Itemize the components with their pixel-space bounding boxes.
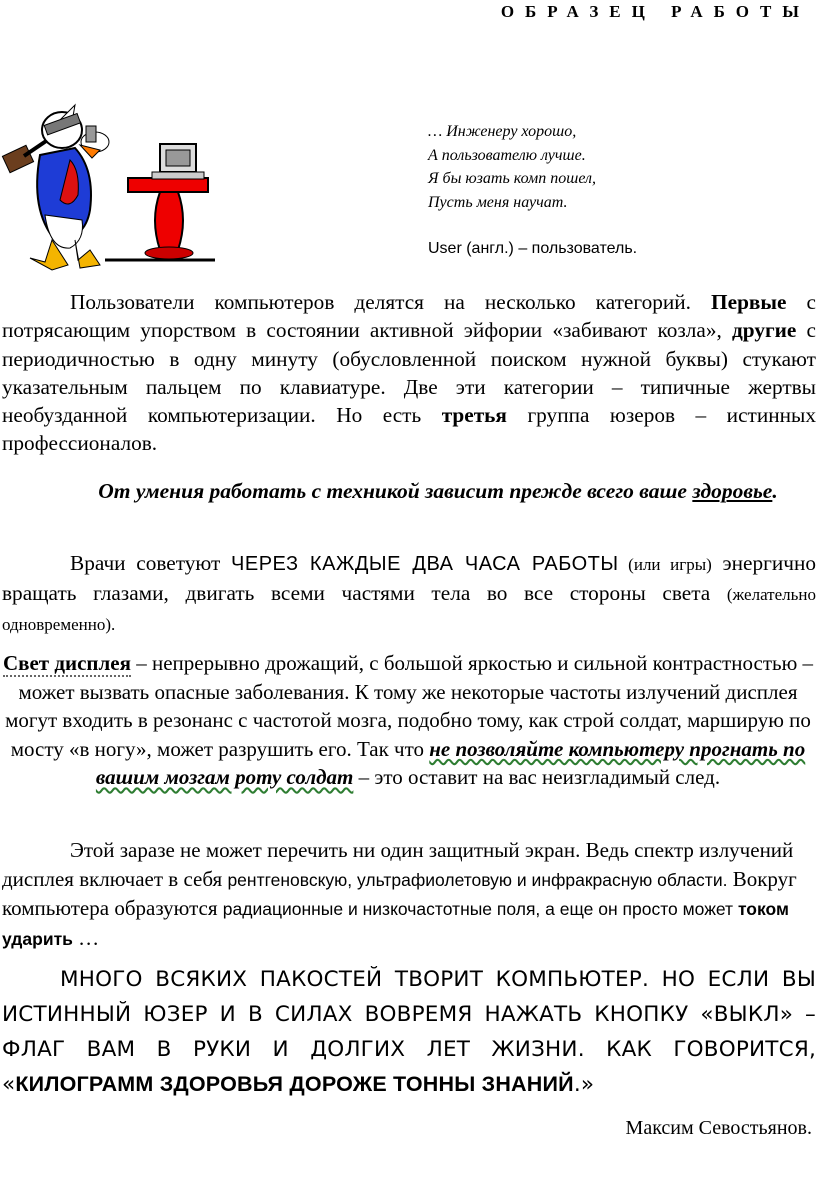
duck-with-hammer-icon: [2, 105, 109, 270]
paragraph-doctors: Врачи советуют ЧЕРЕЗ КАЖДЫЕ ДВА ЧАСА РАБОТЫ (или игры) энергично вращать глазами, двигать всеми частями тела во все стороны света (желательно одновременно).: [2, 551, 816, 634]
poem: [428, 120, 596, 214]
illustration: [0, 100, 420, 275]
paragraph-radiation: Этой заразе не может перечить ни один защитный экран. Ведь спектр излучений дисплея включает в себя рентгеновскую, ультрафиолетовую и инфракрасную области. Вокруг компьютера образуются радиационные и низкочастотные поля, а еще он просто может током ударить …: [2, 838, 797, 950]
poem-line: Я бы юзать комп пошел,: [428, 170, 596, 187]
page-title: ОБРАЗЕЦ РАБОТЫ: [500, 2, 810, 21]
paragraph-caps-conclusion: МНОГО ВСЯКИХ ПАКОСТЕЙ ТВОРИТ КОМПЬЮТЕР. НО ЕСЛИ ВЫ ИСТИННЫЙ ЮЗЕР И В СИЛАХ ВОВРЕМЯ НАЖАТЬ КНОПКУ «ВЫКЛ» – ФЛАГ ВАМ В РУКИ И ДОЛГИХ ЛЕТ ЖИЗНИ. КАК ГОВОРИТСЯ, «КИЛОГРАММ ЗДОРОВЬЯ ДОРОЖЕ ТОННЫ ЗНАНИЙ.»: [2, 967, 816, 1097]
paragraph-categories: Пользователи компьютеров делятся на несколько категорий. Первые с потрясающим упорством в состоянии активной эйфории «забивают козла», другие с периодичностью в одну минуту (обусловленной поиском нужной буквы) стукают указательным пальцем по клавиатуре. Две эти категории – типичные жертвы необузданной компьютеризации. Но есть третья группа юзеров – истинных профессионалов.: [2, 290, 816, 456]
poem-line: … Инженеру хорошо,: [428, 123, 577, 140]
author-signature: Максим Севостьянов.: [625, 1117, 812, 1139]
computer-on-table-icon: [105, 144, 215, 260]
health-heading: От умения работать с техникой зависит прежде всего ваше здоровье.: [98, 479, 778, 503]
poem-line: А пользователю лучше.: [428, 146, 586, 164]
user-definition: User (англ.) – пользователь.: [428, 240, 638, 257]
paragraph-display-light: Свет дисплея – непрерывно дрожащий, с большой яркостью и сильной контрастностью – может вызвать опасные заболевания. К тому же некоторые частоты излучений дисплея могут входить в резонанс с частотой мозга, подобно тому, как строй солдат, марширую по мосту «в ногу», может разрушить его. Так что не позволяйте компьютеру прогнать по вашим мозгам роту солдат – это оставит на вас неизгладимый след.: [2, 651, 814, 789]
poem-line: Пусть меня научат.: [428, 193, 568, 211]
